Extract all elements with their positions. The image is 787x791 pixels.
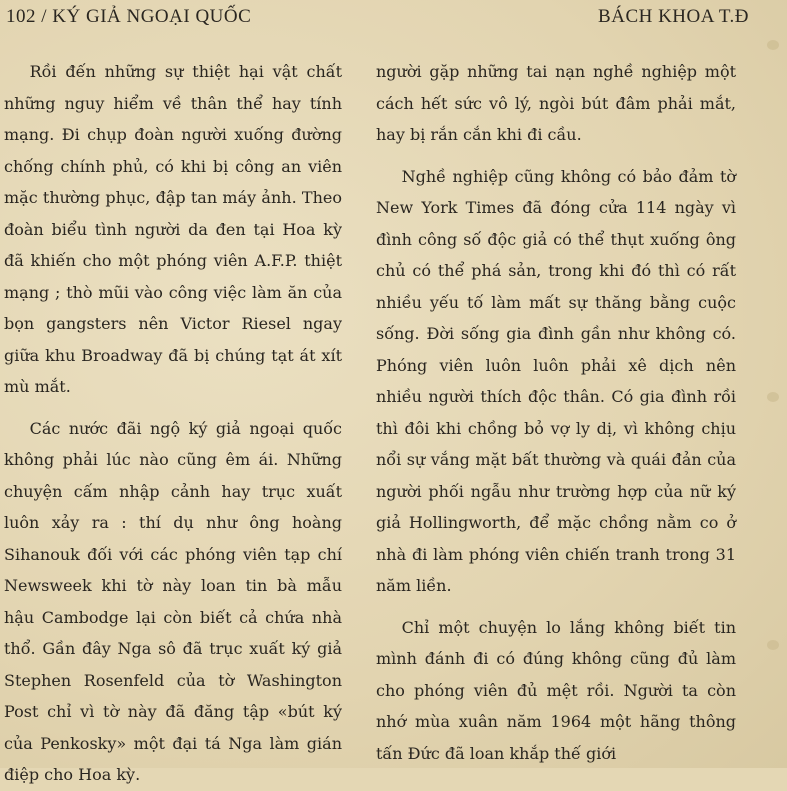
header-publication: BÁCH KHOA T.Đ [598,6,749,27]
header-page-title: 102 / KÝ GIẢ NGOẠI QUỐC [6,6,252,27]
right-column [376,56,736,769]
page-stain [767,40,779,50]
left-column [4,56,342,791]
page-stain [767,640,779,650]
page-stain [767,392,779,402]
paragraph: Chỉ một chuyện lo lắng không biết tin mình đánh đi có đúng không cũng đủ làm cho phóng viên đủ mệt rồi. Người ta còn nhớ mùa xuân năm 1964 một hãng thông tấn Đức đã loan khắp thế giới [376,617,736,763]
paragraph: Các nước đãi ngộ ký giả ngoại quốc không phải lúc nào cũng êm ái. Những chuyện cấm nhập cảnh hay trục xuất luôn xảy ra : thí dụ như ông hoàng Sihanouk đối với các phóng viên tạp chí Newsweek khi tờ này loan tin bà mẫu hậu Cambodge lại còn biết cả chứa nhà thổ. Gần đây Nga sô đã trục xuất ký giả Stephen Rosenfeld của tờ Washington Post chỉ vì tờ này đã đăng tập «bút ký của Penkosky» một đại tá Nga làm gián điệp cho Hoa kỳ. [4,418,342,784]
paragraph: Nghề nghiệp cũng không có bảo đảm tờ New York Times đã đóng cửa 114 ngày vì đình công số độc giả có thể thụt xuống ông chủ có thể phá sản, trong khi đó thì có rất nhiều yếu tố làm mất sự thăng bằng cuộc sống. Đời sống gia đình gần như không có. Phóng viên luôn luôn phải xê dịch nên nhiều người thích độc thân. Có gia đình rồi thì đôi khi chồng bỏ vợ ly dị, vì không chịu nổi sự vắng mặt bất thường và quái đản của người phối ngẫu như trường hợp của nữ ký giả Hollingworth, để mặc chồng nằm co ở nhà đi làm phóng viên chiến tranh trong 31 năm liền. [376,166,736,595]
page-header [6,6,749,36]
paragraph: Rồi đến những sự thiệt hại vật chất những nguy hiểm về thân thể hay tính mạng. Đi chụp đoàn người xuống đường chống chính phủ, có khi bị công an viên mặc thường phục, đập tan máy ảnh. Theo đoàn biểu tình người da đen tại Hoa kỳ đã khiến cho một phóng viên A.F.P. thiệt mạng ; thò mũi vào công việc làm ăn của bọn gangsters nên Victor Riesel ngay giữa khu Broadway đã bị chúng tạt át xít mù mắt. [4,62,342,396]
paragraph: người gặp những tai nạn nghề nghiệp một cách hết sức vô lý, ngòi bút đâm phải mắt, hay bị rắn cắn khi đi cầu. [376,62,736,144]
